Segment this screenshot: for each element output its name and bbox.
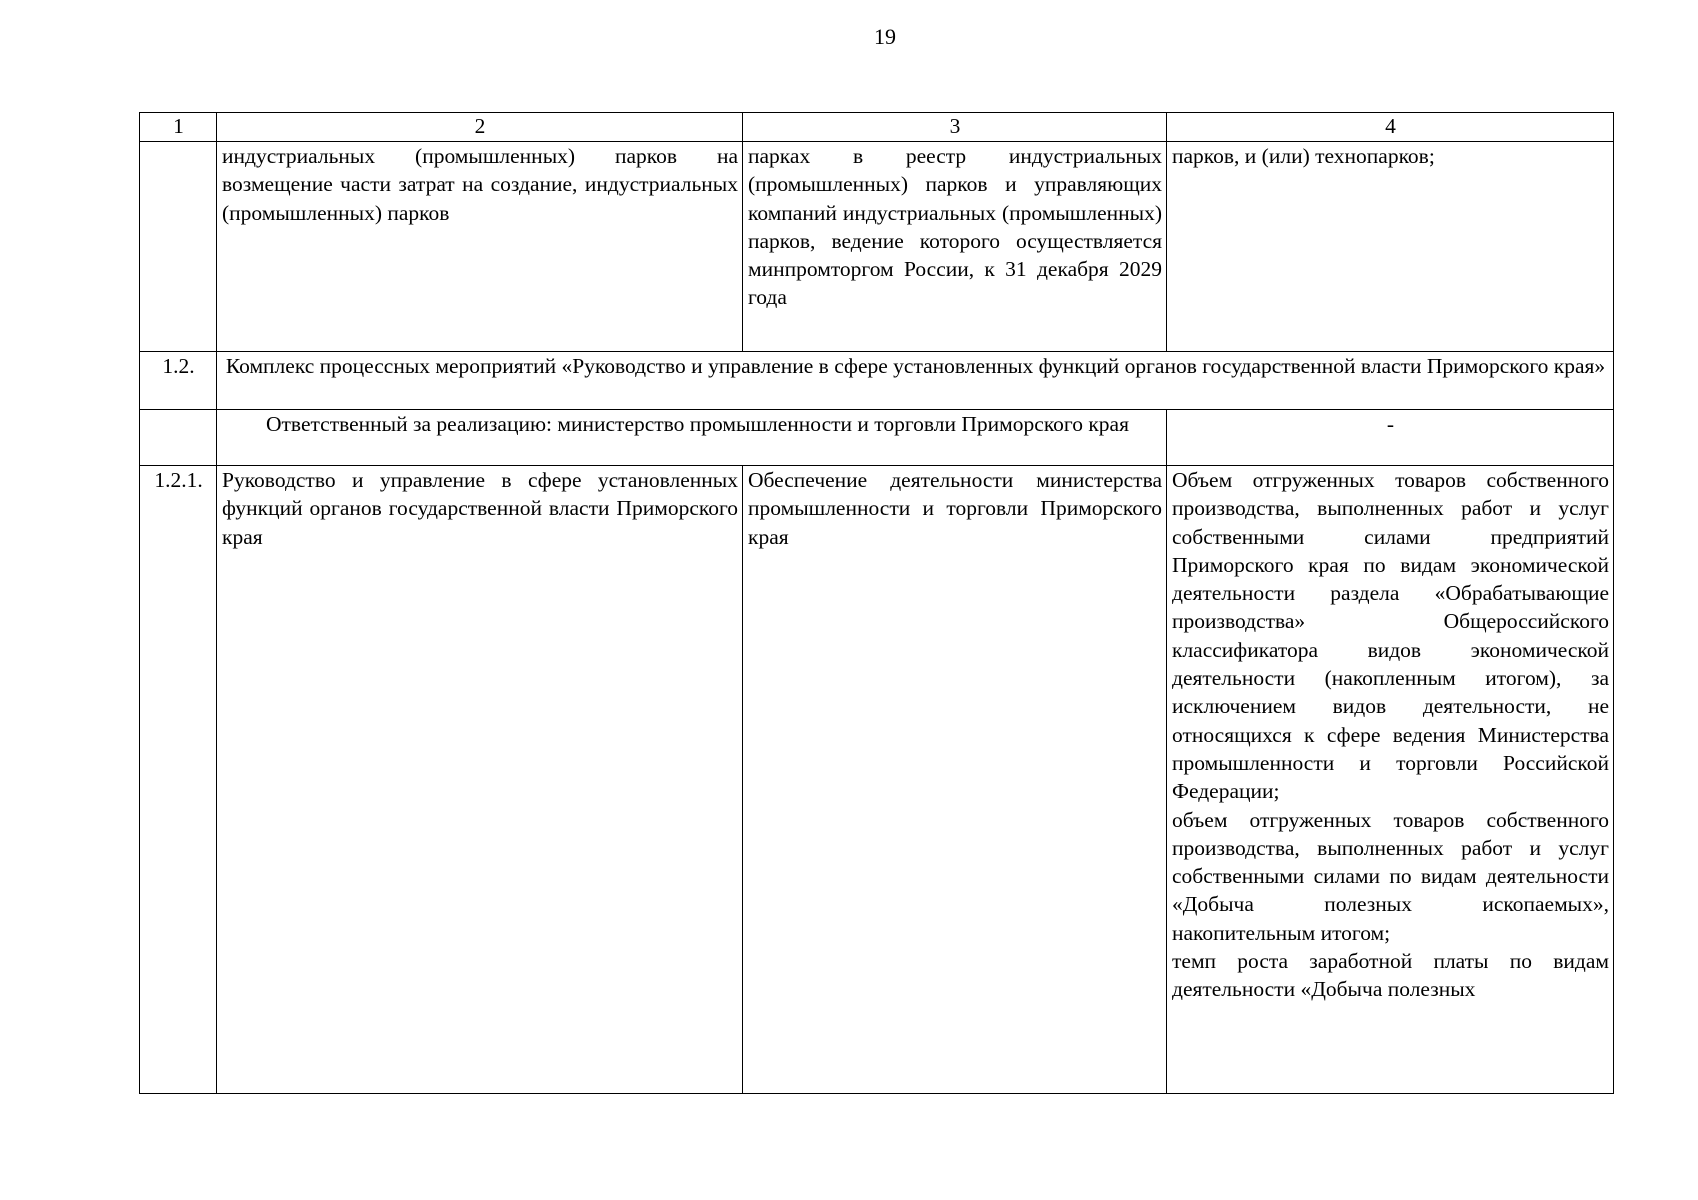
table-row-continuation: [140, 142, 1614, 352]
indicator-text: объем отгруженных товаров собственного производства, выполненных работ и услуг собственными силами по видам деятельности «Добыча полезных ископаемых», накопительным итогом;: [1172, 807, 1609, 945]
header-cell-1: 1: [140, 113, 217, 142]
indicator-text: темп роста заработной платы по видам деятельности «Добыча полезных: [1172, 949, 1609, 1002]
responsible-cell: Ответственный за реализацию: министерство промышленности и торговли Приморского края: [217, 410, 1167, 466]
table-row-section: [140, 352, 1614, 410]
table-row-responsible: [140, 410, 1614, 466]
item-number-cell: 1.2.1.: [140, 466, 217, 1094]
page-number: 19: [874, 24, 896, 49]
item-result-cell: Обеспечение деятельности министерства промышленности и торговли Приморского края: [743, 466, 1167, 1094]
header-cell-2: 2: [217, 113, 743, 142]
continuation-result-cell: парках в реестр индустриальных (промышленных) парков и управляющих компаний индустриальных (промышленных) парков, ведение которого осуществляется минпромторгом России, к 31 декабря 2029 года: [743, 142, 1167, 352]
continuation-indicator-cell: парков, и (или) технопарков;: [1167, 142, 1614, 352]
table-header-row: [140, 113, 1614, 142]
measures-table: [139, 112, 1614, 1094]
table-row-item: [140, 466, 1614, 1094]
responsible-empty-cell: [140, 410, 217, 466]
indicator-text: Объем отгруженных товаров собственного производства, выполненных работ и услуг собственными силами предприятий Приморского края по видам экономической деятельности раздела «Обрабатывающие производства» Общероссийского классификатора видов экономической деятельности (накопленным итогом), за исключением видов деятельности, не относящихся к сфере ведения Министерства промышленности и торговли Российской Федерации;: [1172, 468, 1609, 804]
item-description-cell: Руководство и управление в сфере установленных функций органов государственной власти Приморского края: [217, 466, 743, 1094]
section-number-cell: 1.2.: [140, 352, 217, 410]
header-cell-3: 3: [743, 113, 1167, 142]
item-indicators-cell: [1167, 466, 1614, 1094]
responsible-indicator-cell: -: [1167, 410, 1614, 466]
continuation-description-cell: индустриальных (промышленных) парков на возмещение части затрат на создание, индустриальных (промышленных) парков: [217, 142, 743, 352]
section-title-cell: Комплекс процессных мероприятий «Руководство и управление в сфере установленных функций органов государственной власти Приморского края»: [217, 352, 1614, 410]
continuation-number-cell: [140, 142, 217, 352]
header-cell-4: 4: [1167, 113, 1614, 142]
